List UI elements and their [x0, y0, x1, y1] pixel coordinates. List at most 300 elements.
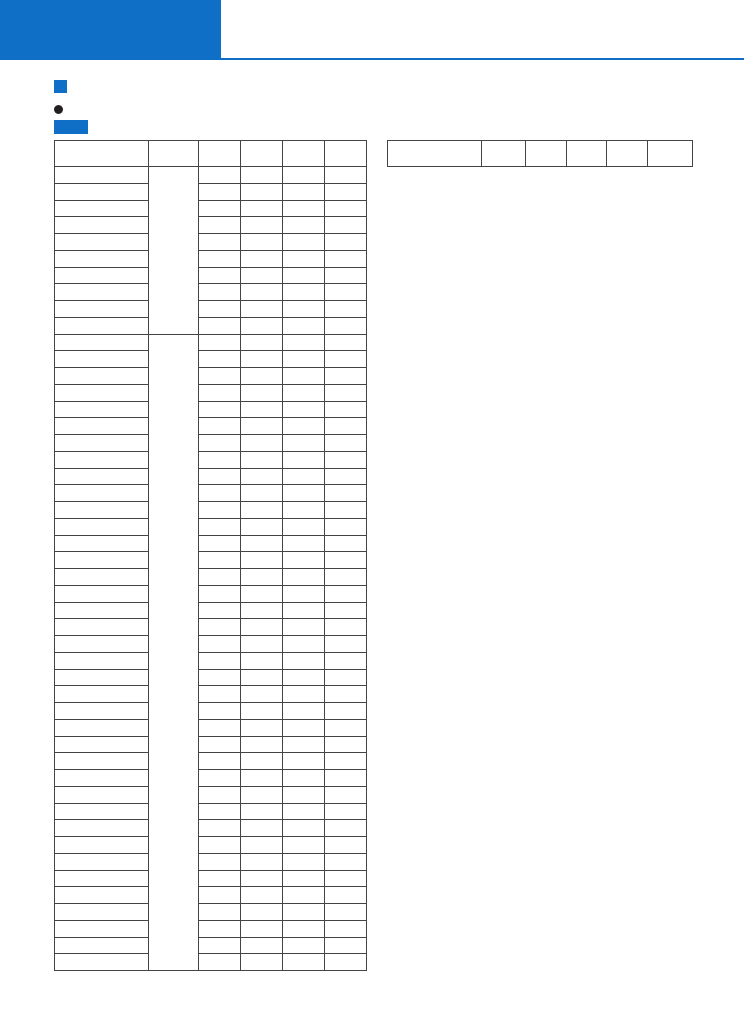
- frequency-badge: [54, 120, 88, 134]
- cell-type: [55, 418, 149, 435]
- cell-lh: [241, 937, 283, 954]
- cell-lh: [241, 619, 283, 636]
- table-row: [55, 636, 367, 653]
- table-row: [55, 870, 367, 887]
- table-row: [55, 351, 367, 368]
- cell-l: [199, 602, 241, 619]
- cell-lk: [283, 837, 325, 854]
- cell-type: [55, 686, 149, 703]
- cell-mass: [325, 435, 367, 452]
- cell-l: [199, 585, 241, 602]
- cell-fig: [149, 569, 199, 586]
- cell-type: [55, 368, 149, 385]
- cell-type: [55, 753, 149, 770]
- cell-l: [199, 334, 241, 351]
- cell-type: [55, 920, 149, 937]
- cell-lk: [283, 619, 325, 636]
- table-row: [55, 619, 367, 636]
- cell-mass: [325, 502, 367, 519]
- cell-type: [55, 301, 149, 318]
- cell-fig: [149, 786, 199, 803]
- cell-lk: [283, 770, 325, 787]
- cell-lk: [283, 183, 325, 200]
- table-row: [55, 418, 367, 435]
- cell-lh: [241, 418, 283, 435]
- cell-mass: [325, 200, 367, 217]
- cell-lh: [241, 217, 283, 234]
- cell-type: [55, 351, 149, 368]
- spec-line: [54, 102, 65, 116]
- cell-fig: [149, 770, 199, 787]
- col-header-lh: [567, 141, 607, 167]
- cell-lk: [283, 870, 325, 887]
- cell-mass: [325, 384, 367, 401]
- cell-fig: [149, 368, 199, 385]
- cell-mass: [325, 451, 367, 468]
- cell-l: [199, 703, 241, 720]
- cell-lk: [283, 753, 325, 770]
- cell-mass: [325, 468, 367, 485]
- cell-type: [55, 904, 149, 921]
- table-row: [55, 837, 367, 854]
- table-row: [55, 569, 367, 586]
- table-row: [55, 535, 367, 552]
- cell-lh: [241, 887, 283, 904]
- cell-l: [199, 719, 241, 736]
- table-row: [55, 602, 367, 619]
- col-header-type: [55, 141, 149, 167]
- cell-lk: [283, 435, 325, 452]
- cell-mass: [325, 535, 367, 552]
- cell-lk: [283, 351, 325, 368]
- cell-lk: [283, 736, 325, 753]
- cell-lh: [241, 535, 283, 552]
- cell-l: [199, 954, 241, 971]
- cell-l: [199, 652, 241, 669]
- table-row: [55, 887, 367, 904]
- cell-lk: [283, 518, 325, 535]
- cell-lk: [283, 468, 325, 485]
- table-row: [55, 502, 367, 519]
- cell-type: [55, 451, 149, 468]
- cell-lk: [283, 954, 325, 971]
- cell-mass: [325, 786, 367, 803]
- section-heading: [54, 77, 68, 95]
- cell-fig: [149, 937, 199, 954]
- table-row: [55, 485, 367, 502]
- table-row: [55, 803, 367, 820]
- cell-lh: [241, 284, 283, 301]
- cell-mass: [325, 686, 367, 703]
- cell-fig: [149, 636, 199, 653]
- table-row: [55, 770, 367, 787]
- table-row: [55, 284, 367, 301]
- cell-fig: [149, 585, 199, 602]
- cell-fig: [149, 167, 199, 184]
- cell-lh: [241, 652, 283, 669]
- table-row: [55, 384, 367, 401]
- cell-type: [55, 518, 149, 535]
- cell-lh: [241, 820, 283, 837]
- table-row: [55, 250, 367, 267]
- cell-lk: [283, 636, 325, 653]
- cell-fig: [149, 820, 199, 837]
- table-row: [55, 451, 367, 468]
- cell-fig: [149, 418, 199, 435]
- col-header-l: [199, 141, 241, 167]
- cell-l: [199, 502, 241, 519]
- cell-mass: [325, 870, 367, 887]
- col-header-lk: [283, 141, 325, 167]
- cell-lh: [241, 753, 283, 770]
- table-row: [55, 301, 367, 318]
- cell-mass: [325, 853, 367, 870]
- col-header-fig: [149, 141, 199, 167]
- cell-fig: [149, 502, 199, 519]
- cell-l: [199, 820, 241, 837]
- cell-fig: [149, 284, 199, 301]
- table-row: [55, 200, 367, 217]
- table-row: [55, 736, 367, 753]
- cell-type: [55, 250, 149, 267]
- cell-type: [55, 786, 149, 803]
- header-rule: [0, 58, 744, 60]
- cell-type: [55, 234, 149, 251]
- cell-type: [55, 535, 149, 552]
- cell-lk: [283, 301, 325, 318]
- cell-type: [55, 937, 149, 954]
- cell-fig: [149, 401, 199, 418]
- cell-l: [199, 937, 241, 954]
- cell-lh: [241, 686, 283, 703]
- table-row: [55, 703, 367, 720]
- cell-lk: [283, 401, 325, 418]
- cell-fig: [149, 753, 199, 770]
- cell-type: [55, 217, 149, 234]
- cell-fig: [149, 334, 199, 351]
- cell-l: [199, 686, 241, 703]
- cell-lk: [283, 820, 325, 837]
- cell-lh: [241, 669, 283, 686]
- cell-lk: [283, 937, 325, 954]
- cell-l: [199, 569, 241, 586]
- table-row: [55, 368, 367, 385]
- table-row: [55, 686, 367, 703]
- cell-l: [199, 468, 241, 485]
- cell-fig: [149, 384, 199, 401]
- cell-lk: [283, 368, 325, 385]
- cell-l: [199, 368, 241, 385]
- cell-lh: [241, 904, 283, 921]
- cell-mass: [325, 669, 367, 686]
- col-header-l: [526, 141, 567, 167]
- cell-l: [199, 887, 241, 904]
- cell-type: [55, 485, 149, 502]
- col-header-mass: [648, 141, 693, 167]
- cell-lk: [283, 217, 325, 234]
- cell-l: [199, 803, 241, 820]
- cell-lk: [283, 803, 325, 820]
- cell-type: [55, 267, 149, 284]
- cell-type: [55, 167, 149, 184]
- cell-lk: [283, 334, 325, 351]
- cell-fig: [149, 669, 199, 686]
- cell-fig: [149, 435, 199, 452]
- cell-fig: [149, 837, 199, 854]
- cell-fig: [149, 234, 199, 251]
- table-row: [55, 518, 367, 535]
- table-row: [55, 401, 367, 418]
- cell-mass: [325, 234, 367, 251]
- cell-l: [199, 770, 241, 787]
- table-row: [55, 753, 367, 770]
- table-row: [55, 217, 367, 234]
- cell-lh: [241, 803, 283, 820]
- cell-type: [55, 552, 149, 569]
- cell-lk: [283, 887, 325, 904]
- cell-lk: [283, 585, 325, 602]
- cell-fig: [149, 451, 199, 468]
- cell-fig: [149, 301, 199, 318]
- cell-fig: [149, 920, 199, 937]
- cell-lk: [283, 686, 325, 703]
- table-row: [55, 183, 367, 200]
- cell-mass: [325, 703, 367, 720]
- cell-lh: [241, 167, 283, 184]
- cell-l: [199, 552, 241, 569]
- cell-l: [199, 485, 241, 502]
- cell-mass: [325, 334, 367, 351]
- cell-type: [55, 317, 149, 334]
- cell-mass: [325, 317, 367, 334]
- cell-l: [199, 200, 241, 217]
- cell-fig: [149, 904, 199, 921]
- cell-lh: [241, 267, 283, 284]
- col-header-type: [388, 141, 482, 167]
- cell-mass: [325, 368, 367, 385]
- cell-fig: [149, 853, 199, 870]
- cell-mass: [325, 770, 367, 787]
- cell-type: [55, 468, 149, 485]
- cell-l: [199, 301, 241, 318]
- cell-l: [199, 284, 241, 301]
- cell-lk: [283, 485, 325, 502]
- cell-type: [55, 770, 149, 787]
- cell-lh: [241, 518, 283, 535]
- cell-lh: [241, 317, 283, 334]
- cell-lh: [241, 837, 283, 854]
- cell-fig: [149, 250, 199, 267]
- cell-type: [55, 401, 149, 418]
- dimensions-table-right: [387, 140, 693, 167]
- cell-mass: [325, 585, 367, 602]
- cell-l: [199, 669, 241, 686]
- cell-lk: [283, 904, 325, 921]
- cell-lh: [241, 585, 283, 602]
- cell-type: [55, 384, 149, 401]
- cell-mass: [325, 636, 367, 653]
- cell-fig: [149, 870, 199, 887]
- cell-lh: [241, 468, 283, 485]
- cell-lh: [241, 250, 283, 267]
- cell-lh: [241, 200, 283, 217]
- cell-lk: [283, 418, 325, 435]
- cell-lh: [241, 569, 283, 586]
- cell-mass: [325, 954, 367, 971]
- cell-lh: [241, 301, 283, 318]
- cell-fig: [149, 954, 199, 971]
- cell-fig: [149, 686, 199, 703]
- cell-lh: [241, 334, 283, 351]
- cell-lh: [241, 786, 283, 803]
- cell-fig: [149, 652, 199, 669]
- cell-mass: [325, 920, 367, 937]
- cell-mass: [325, 569, 367, 586]
- cell-l: [199, 183, 241, 200]
- cell-fig: [149, 703, 199, 720]
- cell-lk: [283, 853, 325, 870]
- cell-lh: [241, 703, 283, 720]
- table-row: [55, 719, 367, 736]
- cell-type: [55, 569, 149, 586]
- cell-l: [199, 435, 241, 452]
- cell-l: [199, 853, 241, 870]
- cell-fig: [149, 351, 199, 368]
- cell-lh: [241, 736, 283, 753]
- cell-type: [55, 820, 149, 837]
- cell-type: [55, 703, 149, 720]
- cell-mass: [325, 904, 367, 921]
- cell-type: [55, 585, 149, 602]
- cell-lk: [283, 920, 325, 937]
- cell-l: [199, 217, 241, 234]
- cell-lk: [283, 284, 325, 301]
- cell-lh: [241, 368, 283, 385]
- square-bullet-icon: [54, 80, 67, 93]
- cell-l: [199, 518, 241, 535]
- cell-type: [55, 837, 149, 854]
- circle-bullet-icon: [54, 105, 63, 114]
- col-header-mass: [325, 141, 367, 167]
- cell-l: [199, 636, 241, 653]
- cell-lh: [241, 502, 283, 519]
- cell-mass: [325, 267, 367, 284]
- cell-mass: [325, 552, 367, 569]
- cell-l: [199, 250, 241, 267]
- table-row: [55, 652, 367, 669]
- cell-lk: [283, 502, 325, 519]
- cell-fig: [149, 518, 199, 535]
- cell-type: [55, 183, 149, 200]
- cell-lh: [241, 351, 283, 368]
- cell-lk: [283, 703, 325, 720]
- cell-lk: [283, 384, 325, 401]
- table-row: [55, 920, 367, 937]
- cell-lh: [241, 770, 283, 787]
- cell-mass: [325, 183, 367, 200]
- cell-fig: [149, 535, 199, 552]
- cell-lh: [241, 636, 283, 653]
- cell-l: [199, 451, 241, 468]
- cell-mass: [325, 284, 367, 301]
- col-header-lh: [241, 141, 283, 167]
- cell-fig: [149, 200, 199, 217]
- cell-l: [199, 384, 241, 401]
- cell-lh: [241, 954, 283, 971]
- cell-mass: [325, 719, 367, 736]
- cell-fig: [149, 183, 199, 200]
- cell-lk: [283, 250, 325, 267]
- header-left-block: [0, 0, 221, 60]
- cell-fig: [149, 552, 199, 569]
- cell-mass: [325, 351, 367, 368]
- cell-fig: [149, 719, 199, 736]
- cell-type: [55, 887, 149, 904]
- cell-mass: [325, 301, 367, 318]
- cell-type: [55, 652, 149, 669]
- table-row: [55, 669, 367, 686]
- cell-lh: [241, 719, 283, 736]
- cell-l: [199, 167, 241, 184]
- cell-mass: [325, 250, 367, 267]
- cell-type: [55, 284, 149, 301]
- cell-lk: [283, 552, 325, 569]
- table-row: [55, 904, 367, 921]
- cell-fig: [149, 887, 199, 904]
- cell-type: [55, 334, 149, 351]
- cell-type: [55, 502, 149, 519]
- cell-type: [55, 602, 149, 619]
- cell-l: [199, 267, 241, 284]
- cell-lh: [241, 485, 283, 502]
- cell-l: [199, 351, 241, 368]
- cell-mass: [325, 753, 367, 770]
- cell-fig: [149, 619, 199, 636]
- cell-l: [199, 234, 241, 251]
- cell-lk: [283, 669, 325, 686]
- table-row: [55, 552, 367, 569]
- cell-lh: [241, 183, 283, 200]
- cell-l: [199, 418, 241, 435]
- cell-type: [55, 200, 149, 217]
- cell-lh: [241, 384, 283, 401]
- header-right-block: [221, 0, 744, 60]
- cell-lh: [241, 853, 283, 870]
- cell-mass: [325, 602, 367, 619]
- cell-mass: [325, 887, 367, 904]
- table-row: [55, 820, 367, 837]
- cell-mass: [325, 518, 367, 535]
- cell-type: [55, 669, 149, 686]
- cell-type: [55, 719, 149, 736]
- cell-lk: [283, 267, 325, 284]
- table-row: [55, 853, 367, 870]
- cell-type: [55, 435, 149, 452]
- table-row: [55, 167, 367, 184]
- cell-type: [55, 870, 149, 887]
- table-row: [55, 435, 367, 452]
- table-row: [55, 234, 367, 251]
- cell-mass: [325, 736, 367, 753]
- cell-lh: [241, 451, 283, 468]
- cell-l: [199, 920, 241, 937]
- col-header-lk: [607, 141, 648, 167]
- cell-lh: [241, 602, 283, 619]
- cell-mass: [325, 837, 367, 854]
- table-row: [55, 786, 367, 803]
- cell-fig: [149, 803, 199, 820]
- cell-fig: [149, 485, 199, 502]
